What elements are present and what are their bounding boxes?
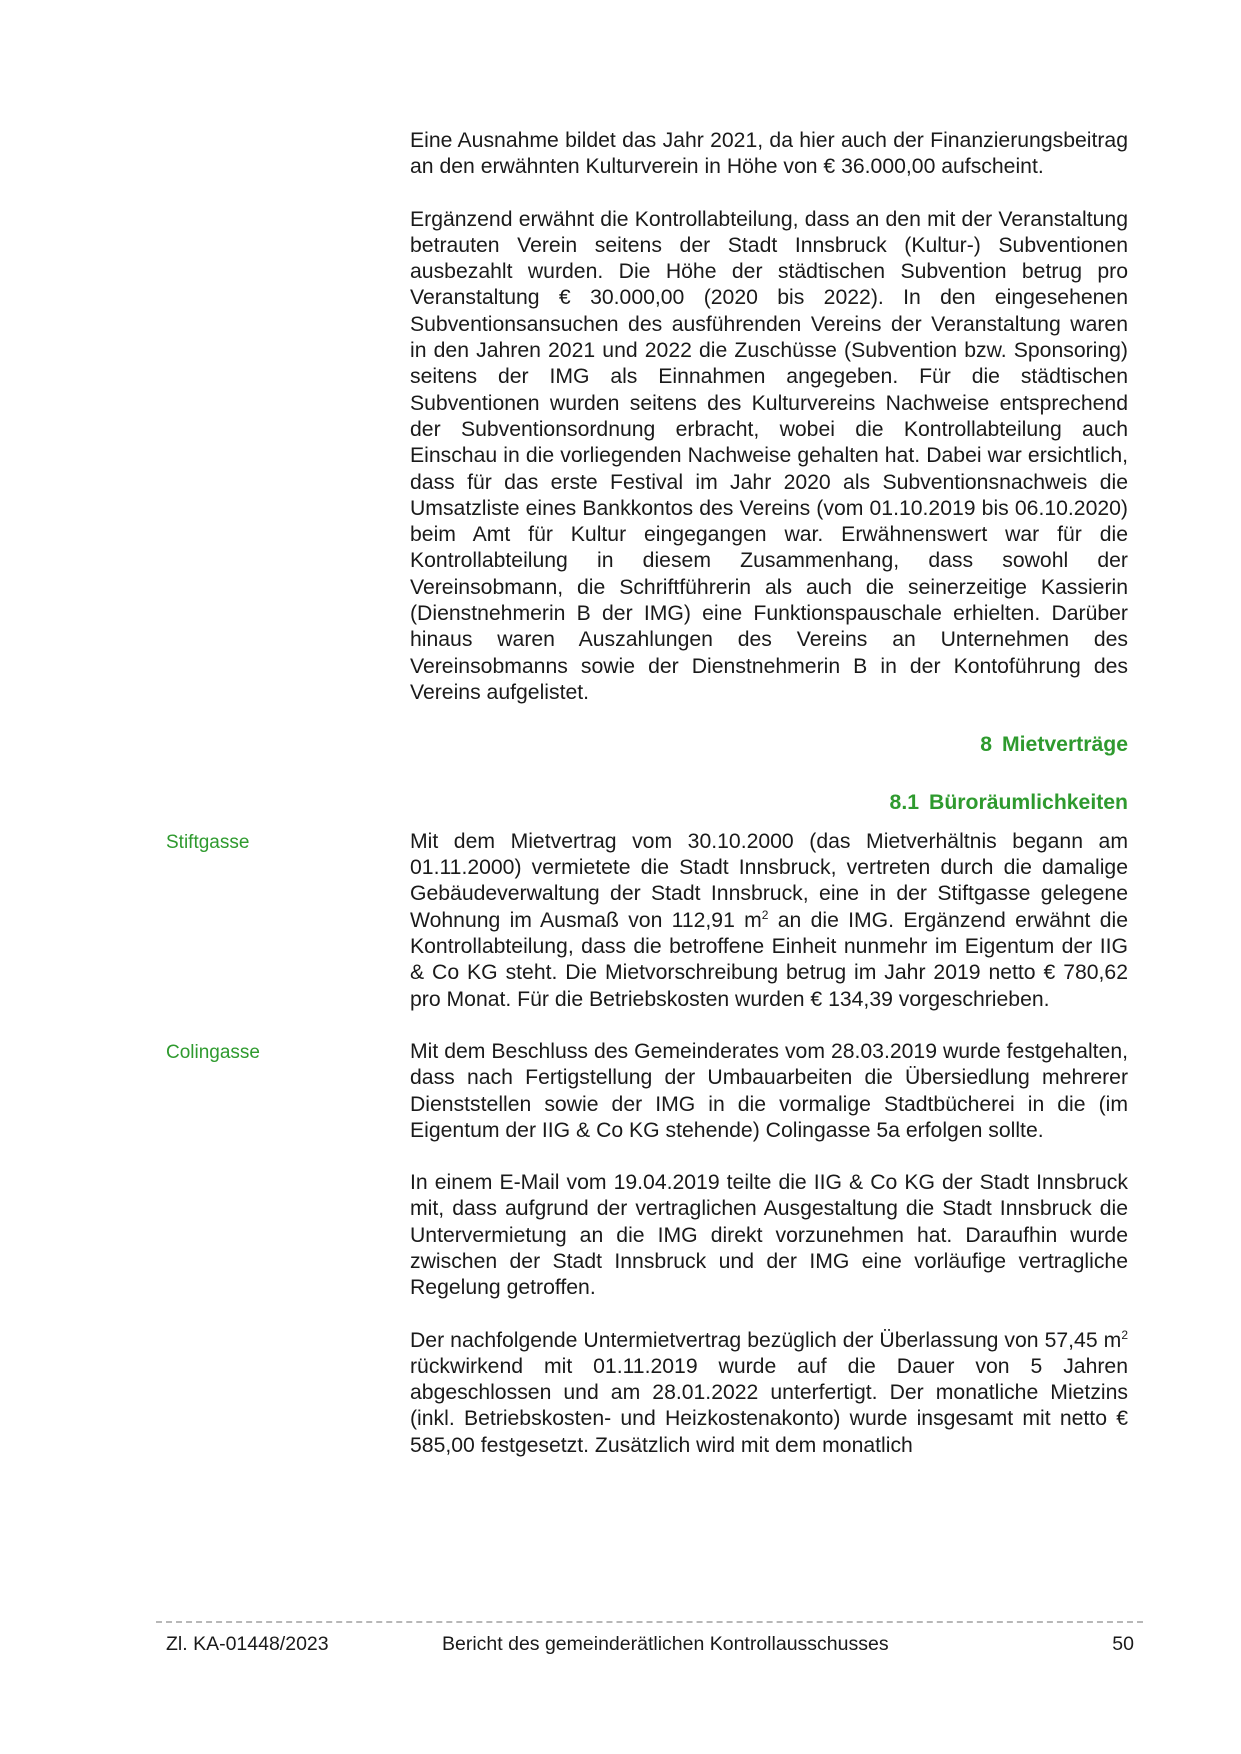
main-text-column xyxy=(410,128,1128,1459)
side-note-colingasse: Colingasse xyxy=(166,1041,260,1063)
footer-reference: Zl. KA-01448/2023 xyxy=(166,1633,329,1655)
superscript-square: 2 xyxy=(761,907,769,922)
paragraph-colingasse-decision: Mit dem Beschluss des Gemeinderates vom 28.03.2019 wurde festgehalten, dass nach Fertigstellung der Umbauarbeiten die Übersiedlung mehrerer Dienststellen sowie der IMG in die vormalige Stadtbücherei in die (im Eigentum der IIG & Co KG stehende) Colingasse 5a erfolgen sollte. xyxy=(410,1039,1128,1142)
paragraph-sublease-text-b: rückwirkend mit 01.11.2019 wurde auf die Dauer von 5 Jahren abgeschlossen und am 28.01.2022 unterfertigt. Der monatliche Mietzins (inkl. Betriebskosten- und Heizkostenakonto) wurde insgesamt mit netto € 585,00 festgesetzt. Zusätzlich wird mit dem monatlich xyxy=(410,1354,1128,1457)
section-heading xyxy=(410,732,1128,758)
paragraph-supplement: Ergänzend erwähnt die Kontrollabteilung, dass an den mit der Veranstaltung betrauten Verein seitens der Stadt Innsbruck (Kultur-) Subventionen ausbezahlt wurden. Die Höhe der städtischen Subvention betrug pro Veranstaltung € 30.000,00 (2020 bis 2022). In den eingesehenen Subventionsansuchen des ausführenden Vereins der Veranstaltung waren in den Jahren 2021 und 2022 die Zuschüsse (Subvention bzw. Sponsoring) seitens der IMG als Einnahmen angegeben. Für die städtischen Subventionen wurden seitens des Kulturvereins Nachweise entsprechend der Subventionsordnung erbracht, wobei die Kontrollabteilung auch Einschau in die vorliegenden Nachweise gehalten hat. Dabei war ersichtlich, dass für das erste Festival im Jahr 2020 als Subventionsnachweis die Umsatzliste eines Bankkontos des Vereins (vom 01.10.2019 bis 06.10.2020) beim Amt für Kultur eingegangen war. Erwähnenswert war für die Kontrollabteilung in diesem Zusammenhang, dass sowohl der Vereinsobmann, die Schriftführerin als auch die seinerzeitige Kassierin (Dienstnehmerin B der IMG) eine Funktionspauschale erhielten. Darüber hinaus waren Auszahlungen des Vereins an Unternehmen des Vereinsobmanns sowie der Dienstnehmerin B in der Kontoführung des Vereins aufgelistet. xyxy=(410,207,1128,704)
paragraph-sublease-text-a: Der nachfolgende Untermietvertrag bezüglich der Überlassung von 57,45 m xyxy=(410,1328,1122,1352)
section-title: Mietverträge xyxy=(1002,733,1128,757)
paragraph-spacer xyxy=(410,1013,1128,1039)
paragraph-spacer xyxy=(410,1144,1128,1170)
paragraph-sublease xyxy=(410,1328,1128,1459)
paragraph-spacer xyxy=(410,181,1128,207)
section-number: 8 xyxy=(980,733,992,757)
paragraph-stiftgasse-text-a: Mit dem Mietvertrag vom 30.10.2000 (das Mietverhältnis begann am 01.11.2000) vermietete die Stadt Innsbruck, vertreten durch die damalige Gebäudeverwaltung der Stadt Innsbruck, eine in der Stiftgasse gelegene Wohnung im Ausmaß von 112,91 m xyxy=(410,829,1128,932)
superscript-square: 2 xyxy=(1121,1327,1128,1342)
paragraph-colingasse-email: In einem E-Mail vom 19.04.2019 teilte die IIG & Co KG der Stadt Innsbruck mit, dass aufgrund der vertraglichen Ausgestaltung die Stadt Innsbruck die Untervermietung an die IMG direkt vorzunehmen hat. Daraufhin wurde zwischen der Stadt Innsbruck und der IMG eine vorläufige vertragliche Regelung getroffen. xyxy=(410,1171,1128,1300)
paragraph-stiftgasse xyxy=(410,829,1128,1013)
paragraph-intro: Eine Ausnahme bildet das Jahr 2021, da hier auch der Finanzierungsbeitrag an den erwähnten Kulturverein in Höhe von € 36.000,00 aufscheint. xyxy=(410,129,1128,179)
paragraph-stiftgasse-text-b: an die IMG. Ergänzend erwähnt die Kontrollabteilung, dass die betroffene Einheit nunmehr im Eigentum der IIG & Co KG steht. Die Mietvorschreibung betrug im Jahr 2019 netto € 780,62 pro Monat. Für die Betriebskosten wurden € 134,39 vorgeschrieben. xyxy=(410,908,1128,1011)
subsection-title: Büroräumlichkeiten xyxy=(929,790,1128,814)
paragraph-spacer xyxy=(410,1302,1128,1328)
page-number: 50 xyxy=(1112,1633,1134,1655)
subsection-heading xyxy=(410,790,1128,816)
side-note-stiftgasse: Stiftgasse xyxy=(166,831,250,853)
subsection-number: 8.1 xyxy=(889,790,920,814)
footer-title: Bericht des gemeinderätlichen Kontrollausschusses xyxy=(442,1633,889,1655)
footer-divider xyxy=(156,1621,1143,1623)
